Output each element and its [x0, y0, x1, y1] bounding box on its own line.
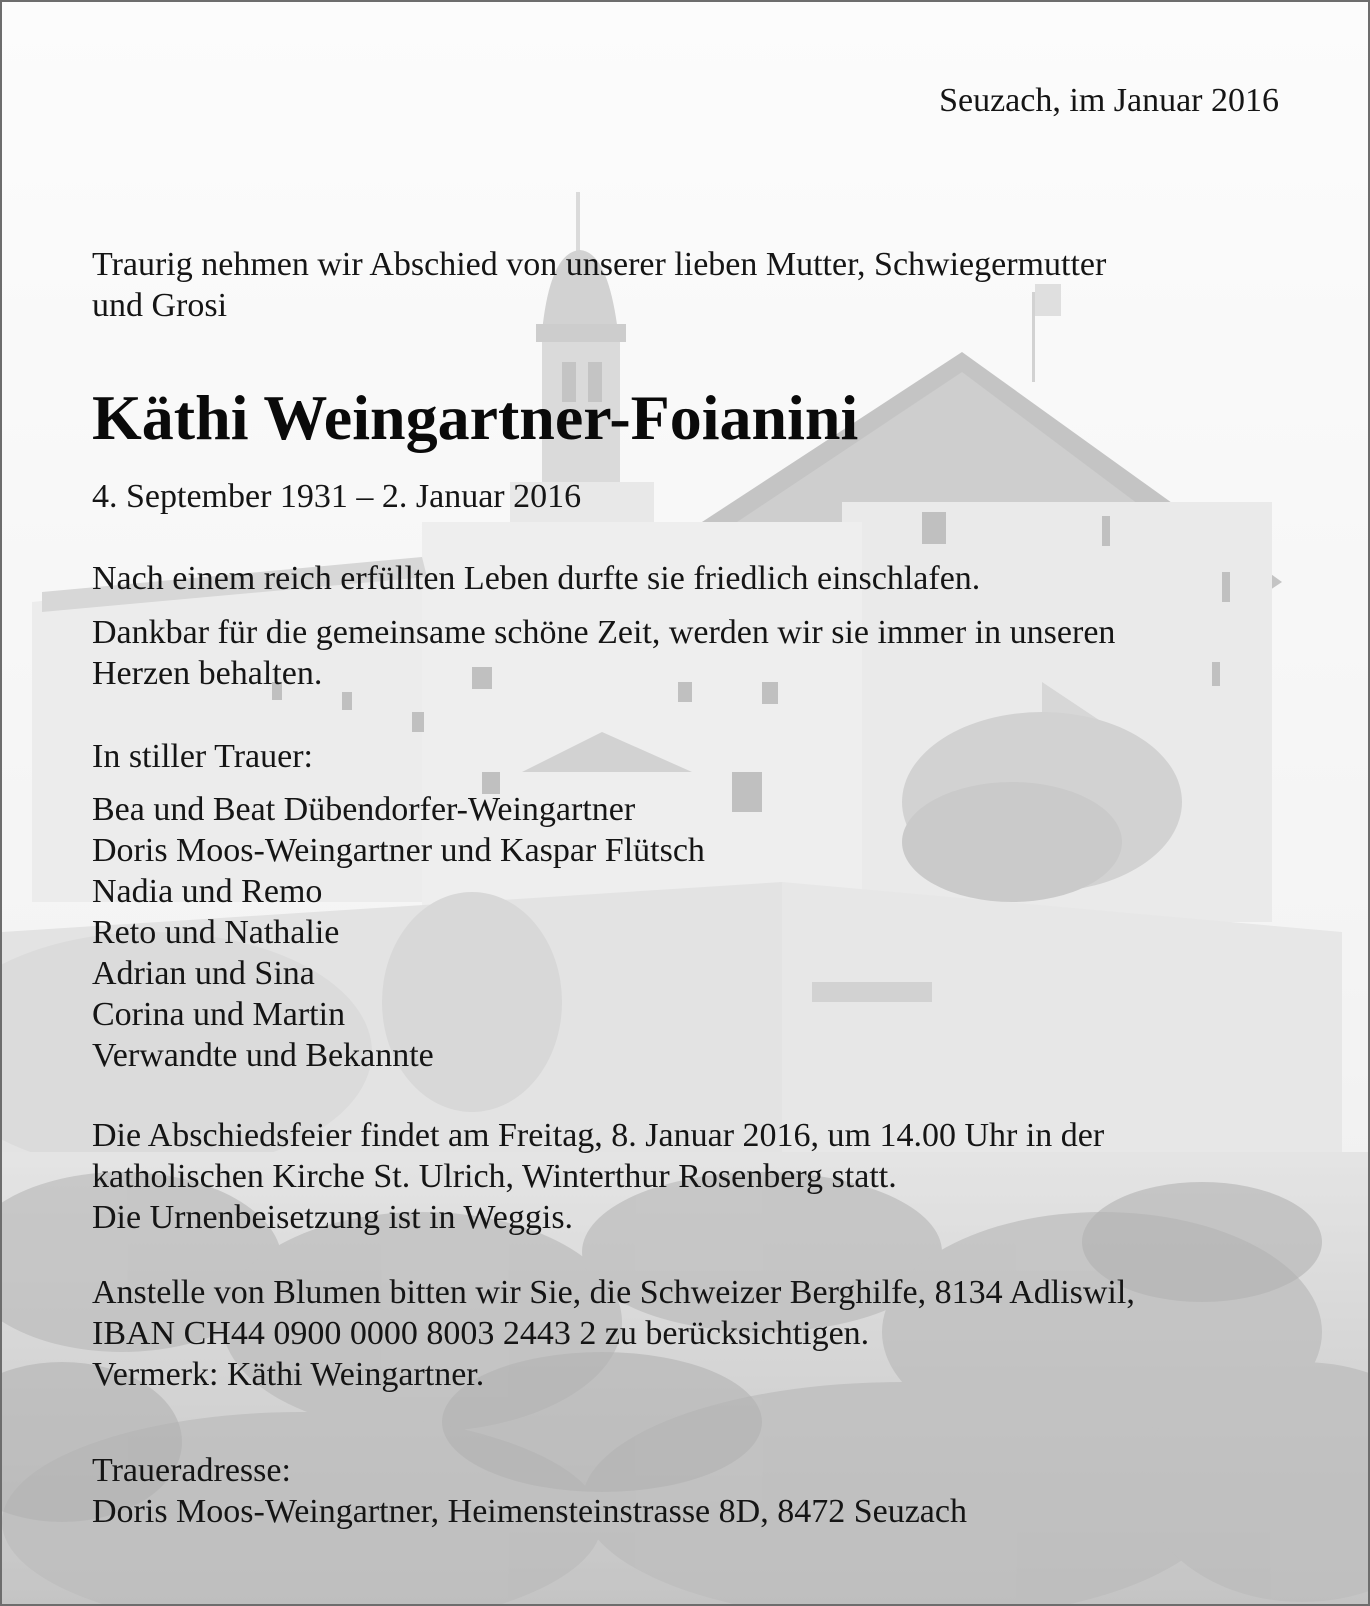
body-paragraph: Nach einem reich erfüllten Leben durfte sie friedlich einschlafen.	[92, 560, 981, 597]
mourner-name: Adrian und Sina	[92, 955, 315, 992]
mourner-name: Bea und Beat Dübendorfer-Weingartner	[92, 791, 636, 828]
deceased-name: Käthi Weingartner-Foianini	[92, 382, 859, 453]
donation-line: IBAN CH44 0900 0000 8003 2443 2 zu berücksichtigen.	[92, 1315, 870, 1352]
ceremony-line: Die Abschiedsfeier findet am Freitag, 8. Januar 2016, um 14.00 Uhr in der	[92, 1117, 1105, 1154]
ceremony-line: katholischen Kirche St. Ulrich, Winterthur Rosenberg statt.	[92, 1158, 897, 1195]
ceremony-line: Die Urnenbeisetzung ist in Weggis.	[92, 1199, 574, 1236]
address-heading: Traueradresse:	[92, 1452, 291, 1489]
body-paragraph	[92, 612, 1115, 694]
mourning-heading: In stiller Trauer:	[92, 738, 313, 775]
body-line: Dankbar für die gemeinsame schöne Zeit, werden wir sie immer in unseren	[92, 614, 1116, 651]
intro-text	[92, 244, 1106, 326]
life-dates: 4. September 1931 – 2. Januar 2016	[92, 478, 582, 515]
mourner-name: Nadia und Remo	[92, 873, 323, 910]
place-date: Seuzach, im Januar 2016	[939, 82, 1279, 119]
ceremony-info	[92, 1115, 1104, 1238]
donation-line: Anstelle von Blumen bitten wir Sie, die Schweizer Berghilfe, 8134 Adliswil,	[92, 1274, 1135, 1311]
mourner-name: Doris Moos-Weingartner und Kaspar Flütsch	[92, 832, 705, 869]
donation-info	[92, 1272, 1135, 1395]
intro-line: und Grosi	[92, 287, 228, 324]
body-line: Herzen behalten.	[92, 655, 323, 692]
mourners-list	[92, 789, 705, 1076]
donation-line: Vermerk: Käthi Weingartner.	[92, 1356, 485, 1393]
intro-line: Traurig nehmen wir Abschied von unserer lieben Mutter, Schwiegermutter	[92, 246, 1107, 283]
mourning-address: Doris Moos-Weingartner, Heimensteinstrasse 8D, 8472 Seuzach	[92, 1493, 967, 1530]
mourner-name: Verwandte und Bekannte	[92, 1037, 434, 1074]
mourner-name: Reto und Nathalie	[92, 914, 340, 951]
mourner-name: Corina und Martin	[92, 996, 346, 1033]
